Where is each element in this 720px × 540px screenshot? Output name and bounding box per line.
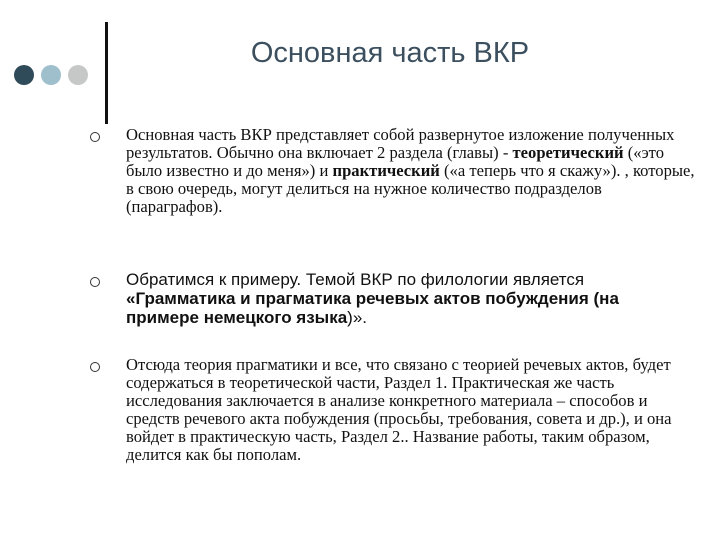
dark-dot-icon <box>14 65 34 85</box>
bullet-paragraph-3: Отсюда теория прагматики и все, что связано с теорией речевых актов, будет содержаться в теоретической части, Раздел 1. Практическая же часть исследования заключается в анализе конкретного материала – способов и средств речевого акта побуждения (просьбы, требования, совета и др.), и она войдет в практическую часть, Раздел 2.. Название работы, таким образом, делится как бы пополам. <box>126 355 672 464</box>
bullet1-text-a: Основная часть ВКР представляет собой развернутое изложение полученных результатов. Обычно она включает 2 раздела (главы) - <box>126 125 675 162</box>
bullet2-bold-topic: «Грамматика и прагматика речевых актов побуждения (на примере немецкого языка <box>126 289 619 327</box>
bullet1-text-b: («это было известно и до меня») и <box>126 143 665 180</box>
light-blue-dot-icon <box>41 65 61 85</box>
slide-title: Основная часть ВКР <box>250 37 530 69</box>
bullet-paragraph-2 <box>126 270 696 327</box>
bullet2-text-end: )». <box>347 308 368 327</box>
bullet1-bold-theoretical: теоретический <box>512 143 624 162</box>
bullet1-bold-practical: практический <box>332 161 440 180</box>
bullet-paragraph-1 <box>126 126 696 216</box>
bullet-circle-icon <box>90 362 100 372</box>
bullet2-text-a: Обратимся к примеру. Темой ВКР по филологии является <box>126 270 585 289</box>
gray-dot-icon <box>68 65 88 85</box>
bullet-circle-icon <box>90 277 100 287</box>
bullet1-text-c: («а теперь что я скажу»). , которые, в свою очередь, могут делиться на нужное количество подразделов (параграфов). <box>126 161 695 216</box>
vertical-divider <box>105 22 108 124</box>
bullet-circle-icon <box>90 132 100 142</box>
